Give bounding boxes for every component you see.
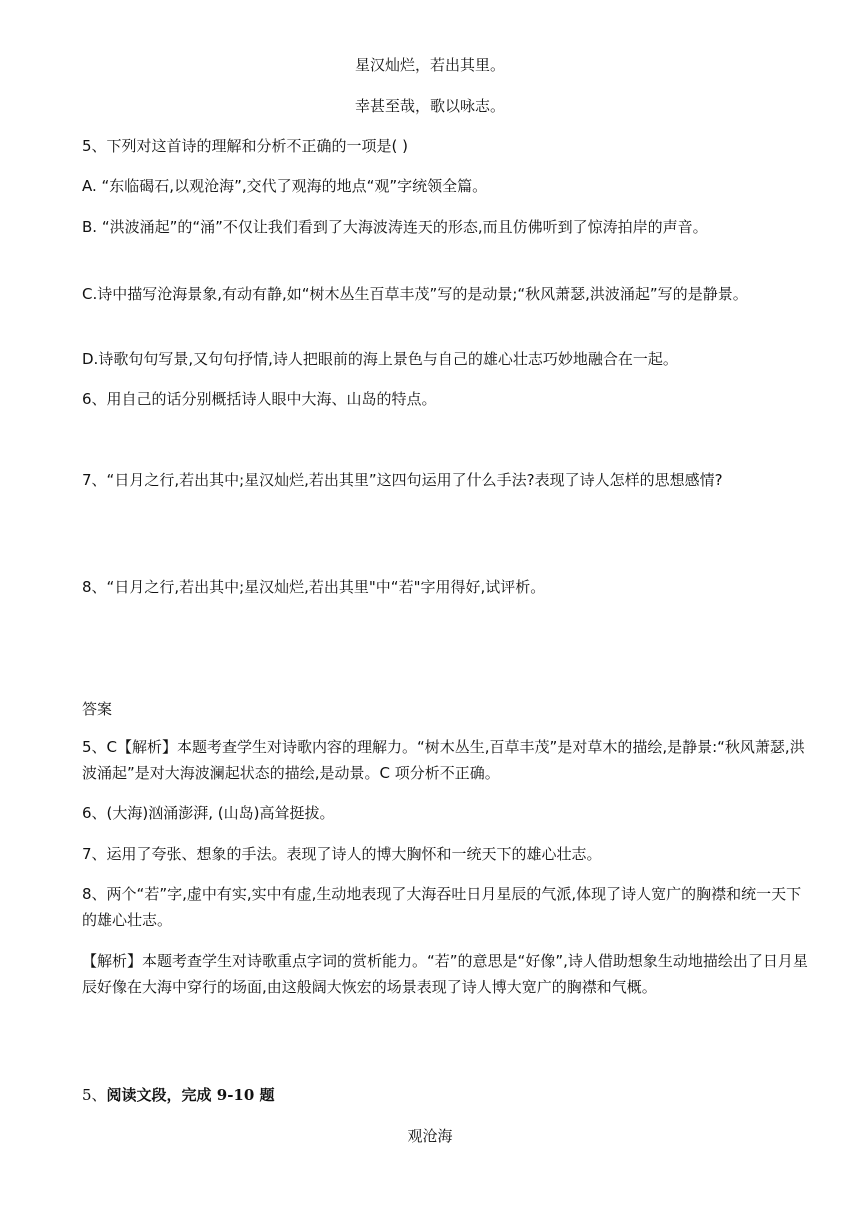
question-5-option-b: B. “洪波涌起”的“涌”不仅让我们看到了大海波涛连天的形态,而且仿佛听到了惊涛拍岸的声音。 [82,218,708,236]
answer-8-analysis: 【解析】本题考查学生对诗歌重点字词的赏析能力。“若”的意思是“好像”,诗人借助想象生动地描绘出了日月星辰好像在大海中穿行的场面,由这般阔大恢宏的场景表现了诗人博大宽广的胸襟和气概。 [82,952,808,996]
question-5-option-a: A. “东临碣石,以观沧海”,交代了观海的地点“观”字统领全篇。 [82,177,488,195]
question-5-option-c: C.诗中描写沧海景象,有动有静,如“树木丛生百草丰茂”写的是动景;“秋风萧瑟,洪波涌起”写的是静景。 [82,285,748,303]
section-heading [82,1082,812,1108]
question-8: 8、“日月之行,若出其中;星汉灿烂,若出其里"中“若"字用得好,试评析。 [82,578,546,596]
question-5-stem: 5、下列对这首诗的理解和分析不正确的一项是( ) [82,137,409,155]
section-number: 5、 [82,1086,107,1104]
answer-7: 7、运用了夸张、想象的手法。表现了诗人的博大胸怀和一统天下的雄心壮志。 [82,845,602,863]
answer-5: 5、C【解析】本题考查学生对诗歌内容的理解力。“树木丛生,百草丰茂”是对草木的描绘,是静景:“秋风萧瑟,洪波涌起”是对大海波澜起状态的描绘,是动景。C 项分析不正确。 [82,738,805,782]
poem-line: 幸甚至哉，歌以咏志。 [354,97,505,115]
question-5-option-d: D.诗歌句句写景,又句句抒情,诗人把眼前的海上景色与自己的雄心壮志巧妙地融合在一起。 [82,350,678,368]
answer-8: 8、两个“若”字,虚中有实,实中有虚,生动地表现了大海吞吐日月星辰的气派,体现了诗人宽广的胸襟和统一天下的雄心壮志。 [82,885,802,929]
question-7: 7、“日月之行,若出其中;星汉灿烂,若出其里”这四句运用了什么手法?表现了诗人怎样的思想感情? [82,471,723,489]
question-6: 6、用自己的话分别概括诗人眼中大海、山岛的特点。 [82,390,437,408]
poem-line: 星汉灿烂，若出其里。 [354,56,505,74]
answers-heading: 答案 [82,700,113,718]
poem-title: 观沧海 [407,1127,453,1145]
section-heading-text: 阅读文段，完成 9-10 题 [106,1086,275,1104]
answer-6: 6、(大海)汹涌澎湃, (山岛)高耸挺拔。 [82,804,335,822]
